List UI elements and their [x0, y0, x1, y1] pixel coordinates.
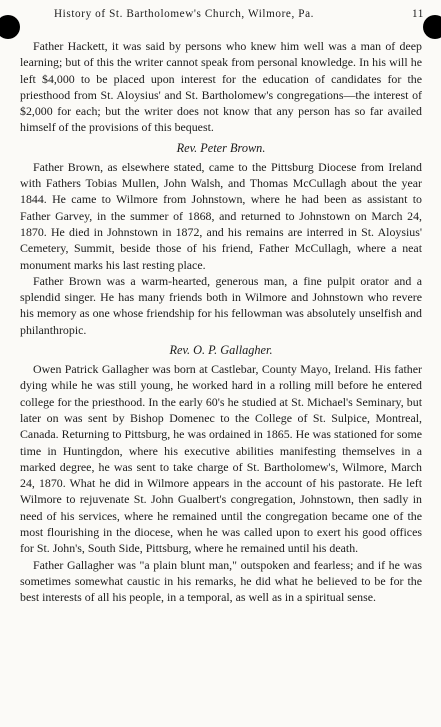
binder-hole-right: [423, 15, 441, 39]
paragraph: Father Brown, as elsewhere stated, came to the Pittsburg Diocese from Ireland with Fathers Tobias Mullen, John Walsh, and Thomas McCullagh about the year 1844. He came to Wilmore from Johnstown, where he had been as assistant to Father Garvey, in the summer of 1868, and returned to Johnstown on March 24, 1870. He died in Johnstown in 1872, and his remains are interred in St. Aloysius' Cemetery, Summit, beside those of his friend, Father McCullagh, where a neat monument marks his last resting place.: [20, 159, 422, 272]
paragraph: Owen Patrick Gallagher was born at Castlebar, County Mayo, Ireland. His father dying while he was still young, he worked hard in a rolling mill before he entered college for the priesthood. In the early 60's he studied at St. Michael's Seminary, but later on was sent by Bishop Domenec to the College of St. Sulpice, Montreal, Canada. Returning to Pittsburg, he was ordained in 1865. He was stationed for some time in Huntingdon, where his executive abilities manifesting themselves in a marked degree, he was sent to take charge of St. Bartholomew's, Wilmore, March 24, 1870. What he did in Wilmore appears in the account of his pastorate. He left Wilmore to rejuvenate St. John Gualbert's congregation, Johnstown, then sadly in need of his services, where he remained until the congregation became one of the most flourishing in the diocese, when he was called upon to exert his good offices for St. John's, South Side, Pittsburg, where he remained until his death.: [20, 362, 422, 556]
section-hackett: [20, 38, 422, 136]
paragraph: Father Hackett, it was said by persons who knew him well was a man of deep learning; but of this the writer cannot speak from personal knowledge. In his will he left $4,000 to be placed upon interest for the education of candidates for the priesthood from St. Aloysius' and St. Bartholomew's congregations—the interest of $2,000 for each; but the writer does not know that any person has so far availed himself of the provisions of this bequest.: [20, 39, 422, 135]
section-heading: Rev. Peter Brown.: [176, 140, 266, 155]
running-title: History of St. Bartholomew's Church, Wilmore, Pa.: [54, 8, 315, 20]
running-header: [54, 8, 424, 20]
section-peter-brown: [20, 140, 422, 338]
binder-hole-left: [0, 15, 20, 39]
paragraph: Father Brown was a warm-hearted, generous man, a fine pulpit orator and a splendid singer. He has many friends both in Wilmore and Johnstown who revere his memory as one whose friendship for his fellowman was absolutely unselfish and philanthropic.: [20, 273, 422, 337]
section-heading: Rev. O. P. Gallagher.: [169, 343, 273, 358]
section-gallagher: [20, 342, 422, 605]
page-number: 11: [412, 8, 424, 20]
page-body: [20, 38, 422, 606]
paragraph: Father Gallagher was "a plain blunt man," outspoken and fearless; and if he was sometimes somewhat caustic in his remarks, he did what he believed to be for the best interests of all his people, in a temporal, as well as in a spiritual sense.: [20, 557, 422, 605]
